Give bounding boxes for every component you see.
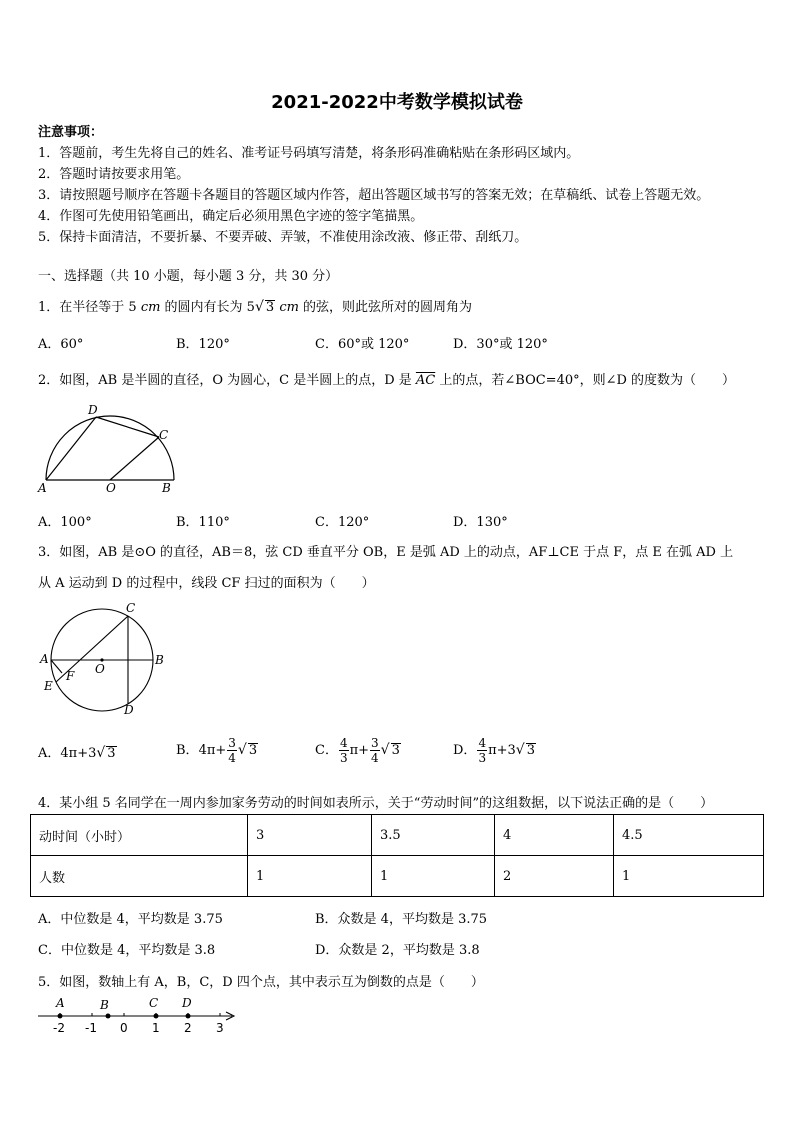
label-d: D xyxy=(124,703,134,717)
fraction: $\frac{3}{4}$ xyxy=(228,736,236,765)
q1-option-b: B．120° xyxy=(176,337,230,352)
q1-text-2: 的圆内有长为 5 xyxy=(160,300,255,315)
notice-item: 5．保持卡面清洁，不要折暴、不要弄破、弄皱，不准使用涂改液、修正带、刮纸刀。 xyxy=(38,230,528,245)
q2-option-d: D．130° xyxy=(453,515,508,530)
label-f: F xyxy=(66,669,75,683)
radicand: 3 xyxy=(391,743,400,758)
label-b: B xyxy=(162,481,171,495)
q1-radicand: 3 xyxy=(265,300,275,315)
point-d xyxy=(186,1014,191,1019)
q2-semicircle-figure xyxy=(38,400,178,500)
q1-unit-1: cm xyxy=(140,300,161,315)
table-cell: 动时间（小时） xyxy=(31,815,248,856)
table-cell: 4 xyxy=(495,815,614,856)
notice-item: 2．答题时请按要求用笔。 xyxy=(38,167,190,182)
label-c: C xyxy=(126,601,136,615)
table-cell: 1 xyxy=(248,856,372,897)
question-3-line-2: 从 A 运动到 D 的过程中，线段 CF 扫过的面积为（ ） xyxy=(38,576,375,591)
q1-option-a: A．60° xyxy=(38,337,84,352)
tick-label: -1 xyxy=(85,1021,97,1035)
question-4: 4．某小组 5 名同学在一周内参加家务劳动的时间如表所示，关于“劳动时间”的这组数据，以下说法正确的是（ ） xyxy=(38,796,714,811)
q4-option-a: A．中位数是 4，平均数是 3.75 xyxy=(38,912,223,927)
fraction: $\frac{4}{3}$ xyxy=(478,736,487,765)
q1-text-1: 1．在半径等于 5 xyxy=(38,300,141,315)
table-cell: 1 xyxy=(372,856,495,897)
notice-item: 4．作图可先使用铅笔画出，确定后必须用黑色字迹的签字笔描黑。 xyxy=(38,209,424,224)
label-b: B xyxy=(155,653,164,667)
q3-option-a: A．4π+3√ 3 xyxy=(38,745,116,761)
label-e: E xyxy=(44,679,53,693)
point-c xyxy=(154,1014,159,1019)
q1-unit-2: cm xyxy=(279,300,299,315)
label-d: D xyxy=(88,403,98,417)
q1-option-c: C．60°或 120° xyxy=(315,337,410,352)
fraction: $\frac{4}{3}$ xyxy=(339,736,348,765)
notice-item: 1．答题前，考生先将自己的姓名、准考证号码填写清楚，将条形码准确粘贴在条形码区域内。 xyxy=(38,146,580,161)
q4-option-c: C．中位数是 4，平均数是 3.8 xyxy=(38,943,216,958)
table-cell: 1 xyxy=(614,856,764,897)
labor-time-table xyxy=(30,814,764,897)
point-label-c: C xyxy=(149,996,159,1010)
radicand: 3 xyxy=(107,746,116,761)
sqrt-symbol: √ xyxy=(254,299,264,315)
q2-option-a: A．100° xyxy=(38,515,92,530)
label-o: O xyxy=(106,481,116,495)
notice-heading: 注意事项： xyxy=(38,125,104,140)
number-line-figure xyxy=(36,996,256,1036)
q2-text-2: 上的点，若∠BOC=40°，则∠D 的度数为（ ） xyxy=(435,373,736,388)
table-row xyxy=(31,815,764,856)
question-3-line-1: 3．如图，AB 是⊙O 的直径，AB＝8，弦 CD 垂直平分 OB，E 是弧 AD 上的动点，AF⊥CE 于点 F，点 E 在弧 AD 上 xyxy=(38,545,734,560)
q2-option-c: C．120° xyxy=(315,515,370,530)
q3-circle-figure xyxy=(38,600,178,715)
q2-arc-ac: $\overline{AC}$ xyxy=(415,373,436,388)
label-o: O xyxy=(95,662,105,676)
tick-label: 0 xyxy=(120,1021,128,1035)
point-label-b: B xyxy=(100,998,109,1012)
table-cell: 2 xyxy=(495,856,614,897)
question-1 xyxy=(38,296,472,315)
table-row xyxy=(31,856,764,897)
point-label-d: D xyxy=(182,996,192,1010)
point-a xyxy=(58,1014,63,1019)
q1-text-3: 的弦，则此弦所对的圆周角为 xyxy=(298,300,473,315)
tick-label: 1 xyxy=(152,1021,160,1035)
table-cell: 人数 xyxy=(31,856,248,897)
label-a: A xyxy=(38,481,47,495)
table-cell: 3 xyxy=(248,815,372,856)
q3-option-d: D． $\frac{4}{3}$ π+3√ 3 xyxy=(453,736,535,765)
table-cell: 4.5 xyxy=(614,815,764,856)
radicand: 3 xyxy=(248,743,258,758)
label-a: A xyxy=(40,652,49,666)
tick-label: 2 xyxy=(184,1021,192,1035)
table-cell: 3.5 xyxy=(372,815,495,856)
q3-option-c: C． $\frac{4}{3}$ π+ $\frac{3}{4}$ √ 3 xyxy=(315,736,400,765)
tick-label: 3 xyxy=(216,1021,224,1035)
label-c: C xyxy=(159,428,169,442)
notice-item: 3．请按照题号顺序在答题卡各题目的答题区域内作答，超出答题区域书写的答案无效；在草稿纸、试卷上答题无效。 xyxy=(38,188,710,203)
section-heading: 一、选择题（共 10 小题，每小题 3 分，共 30 分） xyxy=(38,269,339,284)
point-label-a: A xyxy=(56,996,65,1010)
q2-option-b: B．110° xyxy=(176,515,230,530)
tick-label: -2 xyxy=(53,1021,65,1035)
point-b xyxy=(106,1014,111,1019)
question-5: 5．如图，数轴上有 A，B，C，D 四个点，其中表示互为倒数的点是（ ） xyxy=(38,975,484,990)
fraction: $\frac{3}{4}$ xyxy=(371,736,379,765)
q4-option-d: D．众数是 2，平均数是 3.8 xyxy=(315,943,480,958)
question-2 xyxy=(38,369,735,388)
q4-option-b: B．众数是 4，平均数是 3.75 xyxy=(315,912,488,927)
page-title: 2021-2022中考数学模拟试卷 xyxy=(271,92,523,113)
radicand: 3 xyxy=(526,743,535,758)
q3-option-b: B．4π+ $\frac{3}{4}$ √ 3 xyxy=(176,736,258,765)
q2-text-1: 2．如图，AB 是半圆的直径，O 为圆心，C 是半圆上的点，D 是 xyxy=(38,373,416,388)
q1-option-d: D．30°或 120° xyxy=(453,337,548,352)
